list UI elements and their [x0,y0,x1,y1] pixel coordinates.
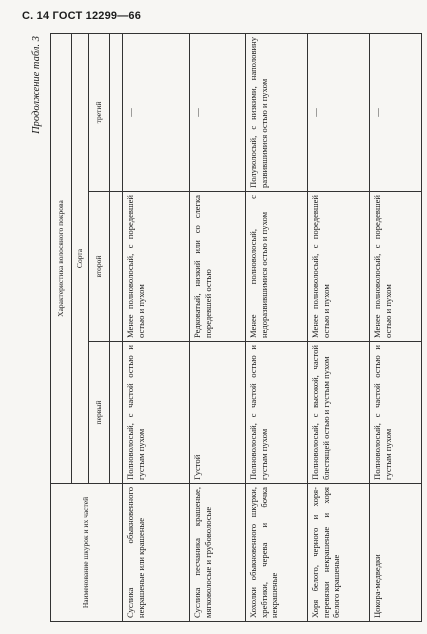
table-row [190,34,246,622]
cell-third: — [190,34,246,192]
table-row [370,34,422,622]
cell-third: — [123,34,190,192]
col-header-first: первый [89,342,110,484]
cell-second: Редковатый, низкий или со слегка поредевшей остью [190,192,246,342]
row-name: Суслика песчаника крашеные, мягковолосые и грубоволосые [190,484,246,622]
row-name: Хохолки обыкновенного шкурки, хребтики, черева и бочка некрашеные [246,484,308,622]
table-row [123,34,190,622]
col-header-second: второй [89,192,110,342]
cell-first: Густой [190,342,246,484]
spacer-cell [110,192,123,342]
cell-first: Полноволосый, с высокой, частой блестящей остью и густым пухом [308,342,370,484]
cell-first: Полноволосый, с частой остью и густым пухом [123,342,190,484]
cell-second: Менее полноволосый, с поредевшей остью и пухом [123,192,190,342]
cell-third: — [308,34,370,192]
cell-third: Полуволосый, с низкими, наполовину развившимися остью и пухом [246,34,308,192]
cell-third: — [370,34,422,192]
page-header: С. 14 ГОСТ 12299—66 [22,10,142,22]
col-header-name: Наименование шкурок и их частей [51,484,123,622]
characteristics-table [50,33,422,622]
spacer-cell [110,342,123,484]
rotated-table-sheet [28,34,404,622]
col-header-group: Характеристика волосяного покрова [51,34,72,484]
cell-second: Менее полноволосый, с поредевшей остью и пухом [308,192,370,342]
cell-first: Полноволосый, с частой остью и густым пухом [246,342,308,484]
row-name: Цокора-медведки [370,484,422,622]
col-header-sorts: Сорта [72,34,89,484]
row-name: Хоря белого, черного и хоря-перевязки некрашеные и хоря белого крашеные [308,484,370,622]
cell-second: Менее полноволосый, с поредевшей остью и пухом [370,192,422,342]
table-row [308,34,370,622]
row-name: Суслика обыкновенного некрашеные или крашеные [123,484,190,622]
col-header-third: третий [89,34,110,192]
cell-first: Полноволосый, с частой остью и густым пухом [370,342,422,484]
table-caption: Продолжение табл. 3 [31,36,42,134]
spacer-cell [110,34,123,192]
cell-second: Менее полноволосый, с недоразвившимися остью и пухом [246,192,308,342]
table-row [246,34,308,622]
